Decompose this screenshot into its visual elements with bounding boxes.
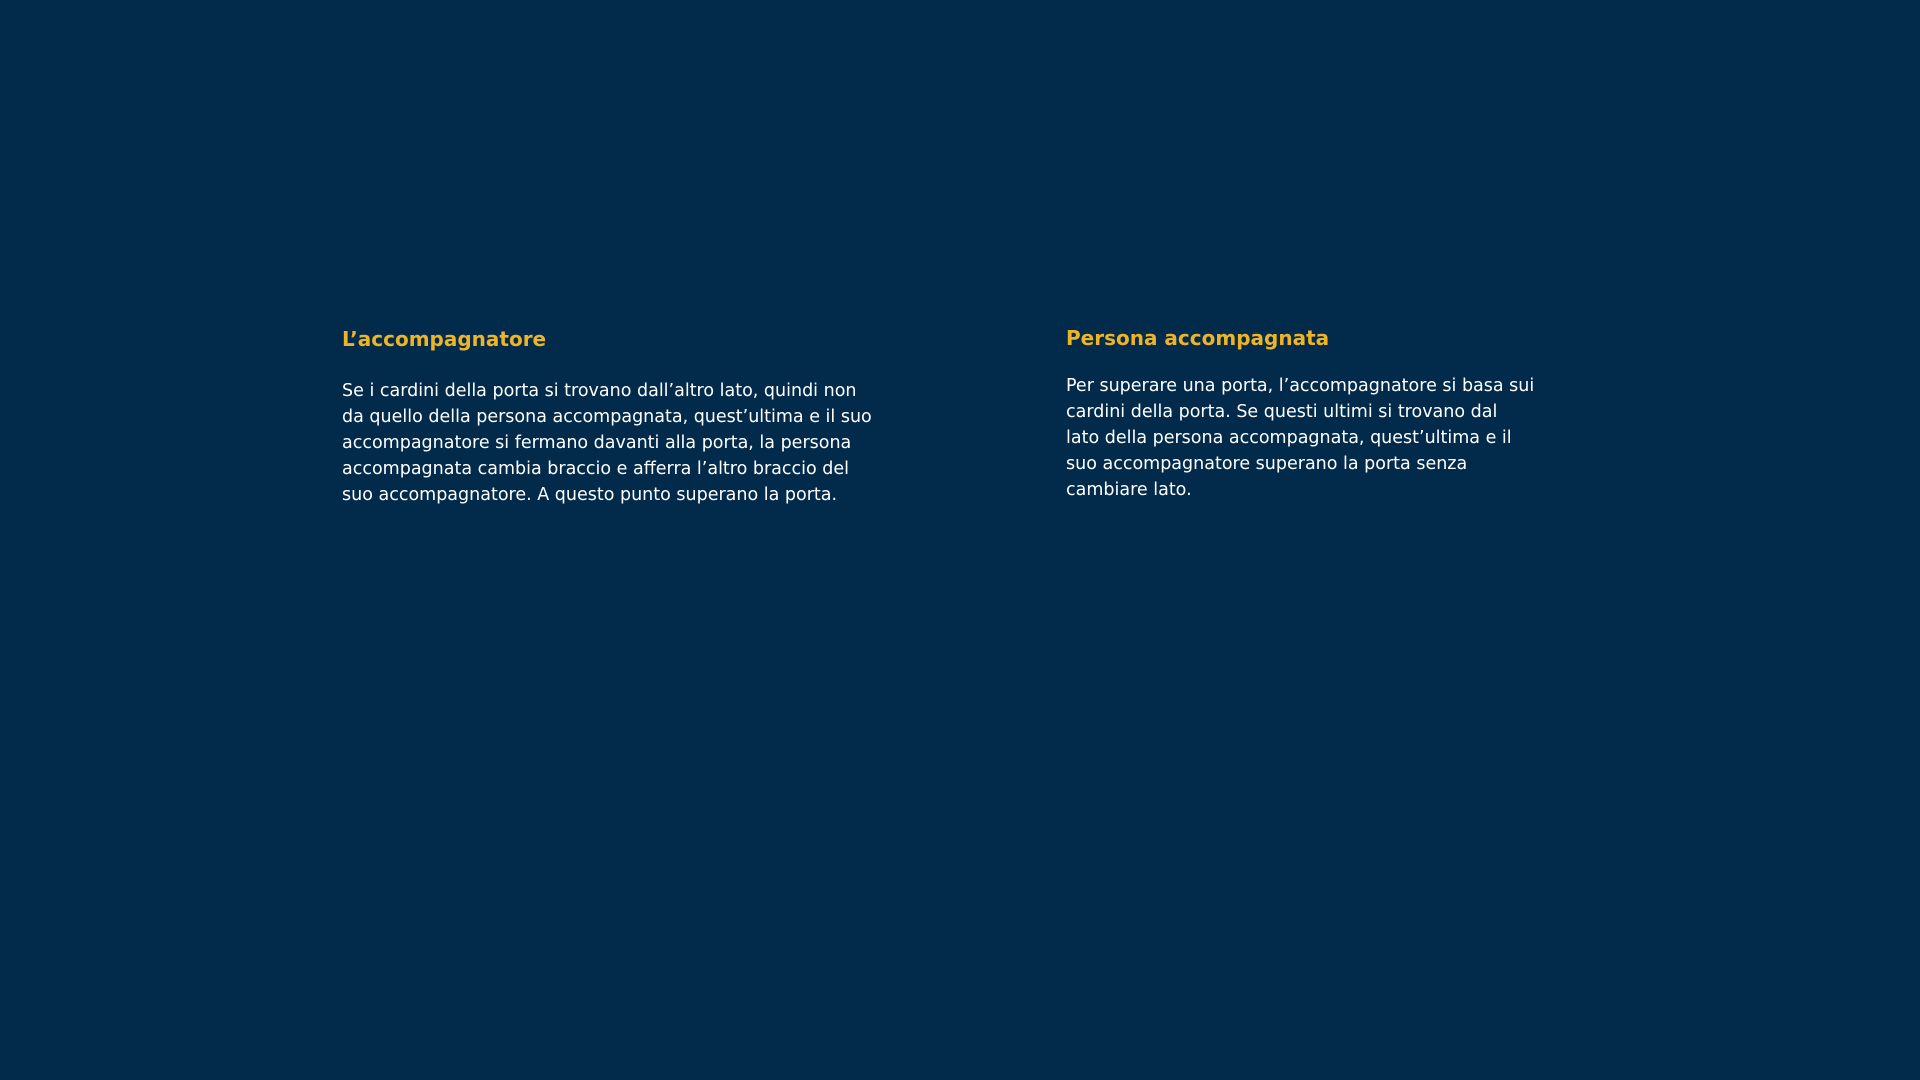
- body-line: cambiare lato.: [1066, 480, 1192, 500]
- body-line: lato della persona accompagnata, quest’ultima e il: [1066, 428, 1512, 448]
- section-persona-accompagnata: [1066, 325, 1535, 503]
- body-line: accompagnatore si fermano davanti alla porta, la persona: [342, 433, 852, 453]
- body-line: suo accompagnatore. A questo punto superano la porta.: [342, 485, 838, 505]
- section-body: [342, 378, 872, 508]
- section-heading: Persona accompagnata: [1066, 326, 1330, 350]
- body-line: Per superare una porta, l’accompagnatore si basa sui: [1066, 376, 1535, 396]
- body-line: da quello della persona accompagnata, quest’ultima e il suo: [342, 407, 872, 427]
- section-heading: L’accompagnatore: [342, 327, 547, 351]
- body-line: Se i cardini della porta si trovano dall’altro lato, quindi non: [342, 381, 857, 401]
- body-line: accompagnata cambia braccio e afferra l’altro braccio del: [342, 459, 850, 479]
- body-line: cardini della porta. Se questi ultimi si trovano dal: [1066, 402, 1498, 422]
- body-line: suo accompagnatore superano la porta senza: [1066, 454, 1468, 474]
- section-body: [1066, 373, 1535, 503]
- section-accompagnatore: [342, 326, 872, 508]
